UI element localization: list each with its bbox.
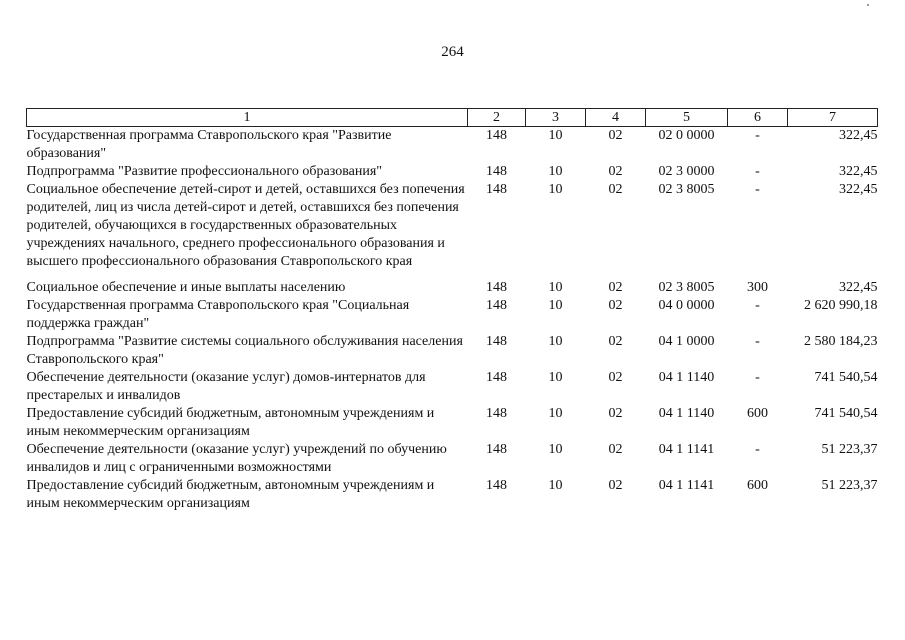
row-col-3: 10 — [548, 478, 563, 493]
row-col-5: 04 1 1140 — [658, 370, 715, 385]
row-col-3: 10 — [548, 298, 563, 313]
row-col-3: 10 — [548, 182, 563, 197]
row-col-7: 741 540,54 — [814, 406, 878, 421]
row-col-3: 10 — [548, 128, 563, 143]
table-row — [27, 333, 878, 369]
scan-speck — [867, 4, 869, 6]
row-col-2: 148 — [486, 298, 507, 313]
row-col-4: 02 — [608, 442, 623, 457]
row-col-3: 10 — [548, 442, 563, 457]
row-col-2: 148 — [486, 280, 507, 295]
row-col-4: 02 — [608, 478, 623, 493]
table-row — [27, 297, 878, 333]
column-header: 3 — [526, 109, 586, 127]
row-col-2: 148 — [486, 334, 507, 349]
row-name: Обеспечение деятельности (оказание услуг) домов-интернатов для престарелых и инвалидов — [26, 370, 426, 403]
row-col-4: 02 — [608, 280, 623, 295]
column-header: 1 — [27, 109, 468, 127]
row-col-5: 04 1 1141 — [658, 478, 715, 493]
row-col-3: 10 — [548, 280, 563, 295]
table-row — [27, 279, 878, 297]
row-name: Социальное обеспечение детей-сирот и детей, оставшихся без попечения родителей, лиц из числа детей-сирот и детей, оставшихся без попечения родителей, обучающихся в государственных образовательных учреждениях начального, среднего профессионального образования и высшего профессионального образования Ставропольского края — [26, 182, 465, 269]
row-col-6: - — [755, 164, 760, 179]
row-col-6: - — [755, 298, 760, 313]
row-col-5: 04 1 1141 — [658, 442, 715, 457]
row-col-4: 02 — [608, 298, 623, 313]
row-col-6: 300 — [747, 280, 768, 295]
table-row — [27, 405, 878, 441]
row-col-5: 04 1 0000 — [658, 334, 715, 349]
row-col-4: 02 — [608, 406, 623, 421]
row-col-2: 148 — [486, 478, 507, 493]
row-col-7: 2 620 990,18 — [804, 298, 878, 313]
row-col-7: 2 580 184,23 — [804, 334, 878, 349]
row-col-6: - — [755, 334, 760, 349]
row-col-2: 148 — [486, 128, 507, 143]
row-col-7: 51 223,37 — [821, 478, 878, 493]
row-col-5: 02 3 0000 — [658, 164, 715, 179]
row-col-2: 148 — [486, 370, 507, 385]
table-row — [27, 441, 878, 477]
row-name: Обеспечение деятельности (оказание услуг) учреждений по обучению инвалидов и лиц с ограниченными возможностями — [26, 442, 447, 475]
row-col-7: 741 540,54 — [814, 370, 878, 385]
row-col-3: 10 — [548, 370, 563, 385]
row-col-2: 148 — [486, 164, 507, 179]
row-name: Предоставление субсидий бюджетным, автономным учреждениям и иным некоммерческим организациям — [26, 478, 435, 511]
column-header: 5 — [646, 109, 728, 127]
row-name: Подпрограмма "Развитие профессионального образования" — [26, 164, 382, 179]
column-header: 4 — [586, 109, 646, 127]
row-col-5: 02 3 8005 — [658, 182, 715, 197]
page-number: 264 — [441, 44, 464, 60]
row-name: Государственная программа Ставропольского края "Социальная поддержка граждан" — [26, 298, 410, 331]
row-col-6: - — [755, 182, 760, 197]
row-col-4: 02 — [608, 164, 623, 179]
column-header: 6 — [728, 109, 788, 127]
row-col-6: - — [755, 442, 760, 457]
row-col-5: 02 0 0000 — [658, 128, 715, 143]
budget-table — [26, 108, 878, 513]
row-col-5: 04 1 1140 — [658, 406, 715, 421]
row-col-2: 148 — [486, 182, 507, 197]
row-col-6: 600 — [747, 478, 768, 493]
row-name: Подпрограмма "Развитие системы социального обслуживания населения Ставропольского края" — [26, 334, 463, 367]
row-col-6: - — [755, 128, 760, 143]
row-col-3: 10 — [548, 334, 563, 349]
row-name: Социальное обеспечение и иные выплаты населению — [26, 280, 346, 295]
column-header: 7 — [788, 109, 878, 127]
row-col-4: 02 — [608, 128, 623, 143]
table-row — [27, 369, 878, 405]
row-col-7: 322,45 — [839, 182, 878, 197]
row-col-3: 10 — [548, 164, 563, 179]
row-col-4: 02 — [608, 370, 623, 385]
row-col-4: 02 — [608, 182, 623, 197]
row-name: Государственная программа Ставропольского края "Развитие образования" — [26, 128, 392, 161]
row-col-2: 148 — [486, 406, 507, 421]
row-col-6: 600 — [747, 406, 768, 421]
row-col-4: 02 — [608, 334, 623, 349]
row-name: Предоставление субсидий бюджетным, автономным учреждениям и иным некоммерческим организациям — [26, 406, 435, 439]
row-col-7: 51 223,37 — [821, 442, 878, 457]
table-row — [27, 181, 878, 279]
table-row — [27, 477, 878, 513]
table-row — [27, 127, 878, 164]
row-col-7: 322,45 — [839, 164, 878, 179]
row-col-6: - — [755, 370, 760, 385]
table-row — [27, 163, 878, 181]
row-col-2: 148 — [486, 442, 507, 457]
header-row — [27, 109, 878, 127]
row-col-7: 322,45 — [839, 280, 878, 295]
row-col-7: 322,45 — [839, 128, 878, 143]
row-col-5: 02 3 8005 — [658, 280, 715, 295]
row-col-5: 04 0 0000 — [658, 298, 715, 313]
column-header: 2 — [468, 109, 526, 127]
row-col-3: 10 — [548, 406, 563, 421]
